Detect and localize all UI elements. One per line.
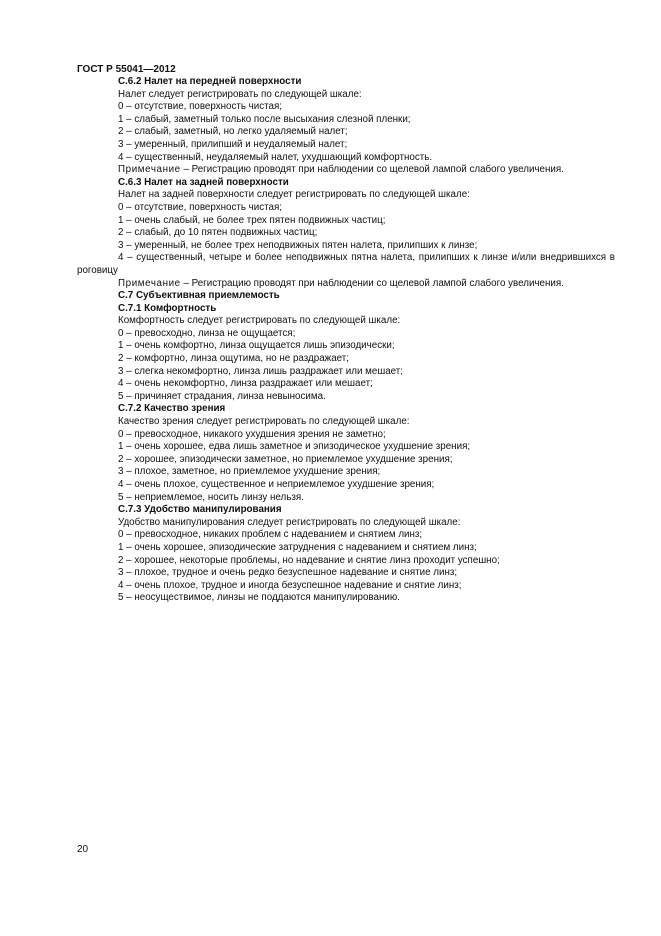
scale-item: 2 – комфортно, линза ощутима, но не раздражает; (118, 353, 349, 365)
scale-item: 3 – умеренный, не более трех неподвижных пятен налета, прилипших к линзе; (118, 239, 478, 251)
note-text: – Регистрацию проводят при наблюдении со щелевой лампой слабого увеличения. (180, 164, 564, 176)
scale-item: 1 – очень хорошее, эпизодические затруднения с надеванием и снятием линз; (118, 541, 477, 553)
scale-item: 0 – превосходное, никакого ухудшения зрения не заметно; (118, 428, 386, 440)
section-heading-c72: С.7.2 Качество зрения (118, 403, 226, 415)
page-number: 20 (77, 844, 89, 855)
note-c62 (77, 164, 615, 177)
scale-item: 3 – слегка некомфортно, линза лишь раздражает или мешает; (118, 365, 403, 377)
scale-item: 2 – слабый, до 10 пятен подвижных частиц; (118, 227, 318, 239)
scale-item: 1 – слабый, заметный только после высыхания слезной пленки; (118, 113, 411, 125)
section-heading-c71: С.7.1 Комфортность (118, 302, 217, 314)
section-intro-c71: Комфортность следует регистрировать по следующей шкале: (118, 315, 401, 327)
note-label: Примечание (118, 277, 181, 289)
scale-item: 2 – хорошее, эпизодически заметное, но приемлемое ухудшение зрения; (118, 453, 453, 465)
scale-item: 0 – превосходно, линза не ощущается; (118, 327, 296, 339)
section-intro-c73: Удобство манипулирования следует регистрировать по следующей шкале: (118, 516, 461, 528)
scale-item: 4 – очень некомфортно, линза раздражает или мешает; (118, 378, 373, 390)
note-text: – Регистрацию проводят при наблюдении со щелевой лампой слабого увеличения. (180, 277, 564, 289)
scale-item: 3 – плохое, заметное, но приемлемое ухудшение зрения; (118, 466, 381, 478)
scale-item: 4 – существенный, неудаляемый налет, ухудшающий комфортность. (118, 151, 433, 163)
scale-item: 4 – существенный, четыре и более неподвижных пятна налета, прилипших к линзе и/или внедрившихся в роговицу (77, 252, 615, 276)
scale-item: 0 – отсутствие, поверхность чистая; (118, 101, 283, 113)
section-intro-c72: Качество зрения следует регистрировать по следующей шкале: (118, 416, 410, 428)
scale-item: 5 – неосуществимое, линзы не поддаются манипулированию. (118, 592, 400, 604)
section-heading-c62: С.6.2 Налет на передней поверхности (118, 76, 302, 87)
scale-item: 4 – очень плохое, трудное и иногда безуспешное надевание и снятие линз; (118, 579, 462, 591)
section-heading-c7: С.7 Субъективная приемлемость (118, 290, 280, 302)
scale-item: 3 – умеренный, прилипший и неудаляемый налет; (118, 138, 348, 150)
section-heading-c63: С.6.3 Налет на задней поверхности (118, 176, 289, 188)
scale-item: 5 – неприемлемое, носить линзу нельзя. (118, 491, 304, 503)
scale-item: 1 – очень хорошее, едва лишь заметное и эпизодическое ухудшение зрения; (118, 441, 471, 453)
scale-item: 0 – превосходное, никаких проблем с надеванием и снятием линз; (118, 529, 423, 541)
scale-item: 2 – хорошее, некоторые проблемы, но надевание и снятие линз проходит успешно; (118, 554, 500, 566)
page-content (77, 76, 615, 605)
note-label: Примечание (118, 164, 181, 176)
scale-item: 1 – очень комфортно, линза ощущается лишь эпизодически; (118, 340, 395, 352)
section-intro-c63: Налет на задней поверхности следует регистрировать по следующей шкале: (118, 189, 470, 201)
scale-item: 2 – слабый, заметный, но легко удаляемый налет; (118, 126, 348, 138)
section-heading-c73: С.7.3 Удобство манипулирования (118, 504, 282, 516)
scale-item: 0 – отсутствие, поверхность чистая; (118, 201, 283, 213)
scale-item: 5 – причиняет страдания, линза невыносима. (118, 390, 326, 402)
note-c63 (77, 278, 615, 291)
scale-item: 3 – плохое, трудное и очень редко безуспешное надевание и снятие линз; (118, 567, 458, 579)
scale-item: 4 – очень плохое, существенное и неприемлемое ухудшение зрения; (118, 479, 435, 490)
standard-header: ГОСТ Р 55041—2012 (77, 64, 176, 75)
section-intro-c62: Налет следует регистрировать по следующей шкале: (118, 88, 362, 100)
scale-item: 1 – очень слабый, не более трех пятен подвижных частиц; (118, 214, 386, 226)
